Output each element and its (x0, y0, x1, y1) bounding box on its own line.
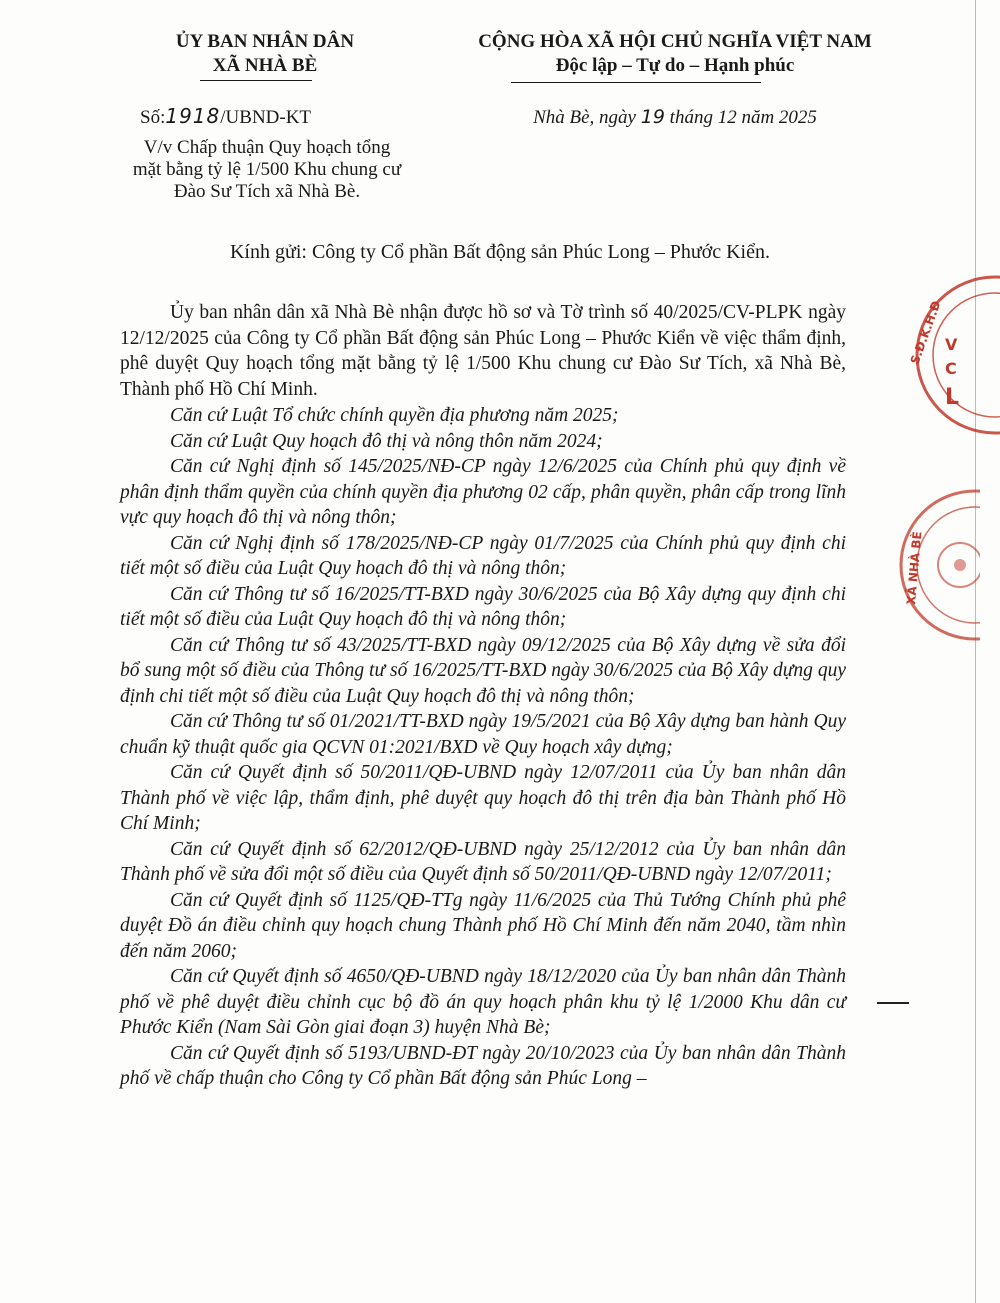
agency-line-1: ỦY BAN NHÂN DÂN (175, 31, 355, 52)
motto-underline (511, 82, 761, 83)
date-day-handwritten: 19 (640, 106, 665, 128)
agency-underline (200, 80, 312, 81)
nation-line-1: CỘNG HÒA XÃ HỘI CHỦ NGHĨA VIỆT NAM (478, 31, 872, 52)
document-body (120, 300, 846, 1092)
date-prefix: Nhà Bè, ngày (533, 107, 636, 128)
issuing-agency (100, 30, 430, 78)
subject-line-3: Đào Sư Tích xã Nhà Bè. (173, 181, 361, 202)
intro-paragraph: Ủy ban nhân dân xã Nhà Bè nhận được hồ sơ và Tờ trình số 40/2025/CV-PLPK ngày 12/12/2025 của Công ty Cổ phần Bất động sản Phúc Long – Phước Kiển về việc thẩm định, phê duyệt Quy hoạch tổng mặt bằng tỷ lệ 1/500 Khu chung cư Đào Sư Tích, xã Nhà Bè, Thành phố Hồ Chí Minh. (120, 302, 846, 400)
legal-basis-paragraph: Căn cứ Nghị định số 178/2025/NĐ-CP ngày 01/7/2025 của Chính phủ quy định chi tiết một số điều của Luật Quy hoạch đô thị và nông thôn; (120, 532, 846, 579)
document-subject (72, 137, 462, 203)
legal-basis-paragraph: Căn cứ Quyết định số 5193/UBND-ĐT ngày 20/10/2023 của Ủy ban nhân dân Thành phố về chấp thuận cho Công ty Cổ phần Bất động sản Phúc Long – (120, 1042, 846, 1089)
svg-text:C: C (945, 359, 957, 378)
scan-edge (975, 0, 976, 1303)
recipient-line: Kính gửi: Công ty Cổ phần Bất động sản Phúc Long – Phước Kiển. (229, 241, 770, 263)
red-seal-middle (870, 485, 980, 645)
margin-mark (877, 1002, 909, 1004)
seal-middle-text: XÃ NHÀ BÈ (904, 530, 925, 606)
doc-number-prefix: Số: (140, 107, 166, 128)
legal-basis-paragraph: Căn cứ Quyết định số 1125/QĐ-TTg ngày 11/6/2025 của Thủ Tướng Chính phủ phê duyệt Đồ án điều chỉnh quy hoạch chung Thành phố Hồ Chí Minh đến năm 2040, tầm nhìn đến năm 2060; (120, 889, 846, 962)
legal-basis-paragraph: Căn cứ Thông tư số 43/2025/TT-BXD ngày 09/12/2025 của Bộ Xây dựng về sửa đổi bổ sung một số điều của Thông tư số 16/2025/TT-BXD ngày 30/6/2025 của Bộ Xây dựng quy định chi tiết một số điều của Luật Quy hoạch đô thị và nông thôn; (120, 634, 846, 707)
legal-basis-paragraph: Căn cứ Thông tư số 01/2021/TT-BXD ngày 19/5/2021 của Bộ Xây dựng ban hành Quy chuẩn kỹ thuật quốc gia QCVN 01:2021/BXD về Quy hoạch xây dựng; (120, 711, 846, 758)
subject-line-1: V/v Chấp thuận Quy hoạch tổng (143, 137, 391, 158)
legal-basis-paragraph: Căn cứ Thông tư số 16/2025/TT-BXD ngày 30/6/2025 của Bộ Xây dựng quy định chi tiết một số điều của Luật Quy hoạch đô thị và nông thôn; (120, 583, 846, 630)
doc-number-suffix: /UBND-KT (220, 107, 312, 128)
svg-text:L: L (945, 385, 960, 410)
legal-basis-paragraph: Căn cứ Luật Tổ chức chính quyền địa phương năm 2025; (170, 405, 619, 426)
red-seal-top (900, 270, 1000, 440)
svg-text:V: V (945, 335, 958, 354)
subject-line-2: mặt bằng tỷ lệ 1/500 Khu chung cư (132, 159, 402, 180)
national-motto (425, 30, 925, 78)
seal-top-text: S.Đ.K.H.Đ (907, 298, 944, 367)
legal-basis-paragraph: Căn cứ Nghị định số 145/2025/NĐ-CP ngày 12/6/2025 của Chính phủ quy định về phân định thẩm quyền của chính quyền địa phương 02 cấp, phân quyền, phân cấp trong lĩnh vực quy hoạch đô thị và nông thôn; (120, 456, 846, 528)
doc-number-handwritten: 1918 (165, 104, 221, 128)
legal-basis-paragraph: Căn cứ Luật Quy hoạch đô thị và nông thôn năm 2024; (170, 430, 603, 452)
legal-basis-paragraph: Căn cứ Quyết định số 62/2012/QĐ-UBND ngày 25/12/2012 của Ủy ban nhân dân Thành phố về sửa đổi một số điều của Quyết định số 50/2011/QĐ-UBND ngày 12/07/2011; (120, 838, 846, 885)
nation-line-2: Độc lập – Tự do – Hạnh phúc (555, 55, 795, 76)
document-number (140, 104, 311, 129)
document-date (440, 106, 910, 129)
agency-line-2: XÃ NHÀ BÈ (212, 55, 318, 76)
date-suffix: tháng 12 năm 2025 (669, 107, 817, 128)
legal-basis-paragraph: Căn cứ Quyết định số 50/2011/QĐ-UBND ngày 12/07/2011 của Ủy ban nhân dân Thành phố về việc lập, thẩm định, phê duyệt quy hoạch đô thị trên địa bàn Thành phố Hồ Chí Minh; (120, 762, 846, 834)
legal-basis-paragraph: Căn cứ Quyết định số 4650/QĐ-UBND ngày 18/12/2020 của Ủy ban nhân dân Thành phố về phê duyệt điều chỉnh cục bộ đồ án quy hoạch phân khu tỷ lệ 1/2000 Khu dân cư Phước Kiển (Nam Sài Gòn giai đoạn 3) huyện Nhà Bè; (120, 966, 846, 1038)
